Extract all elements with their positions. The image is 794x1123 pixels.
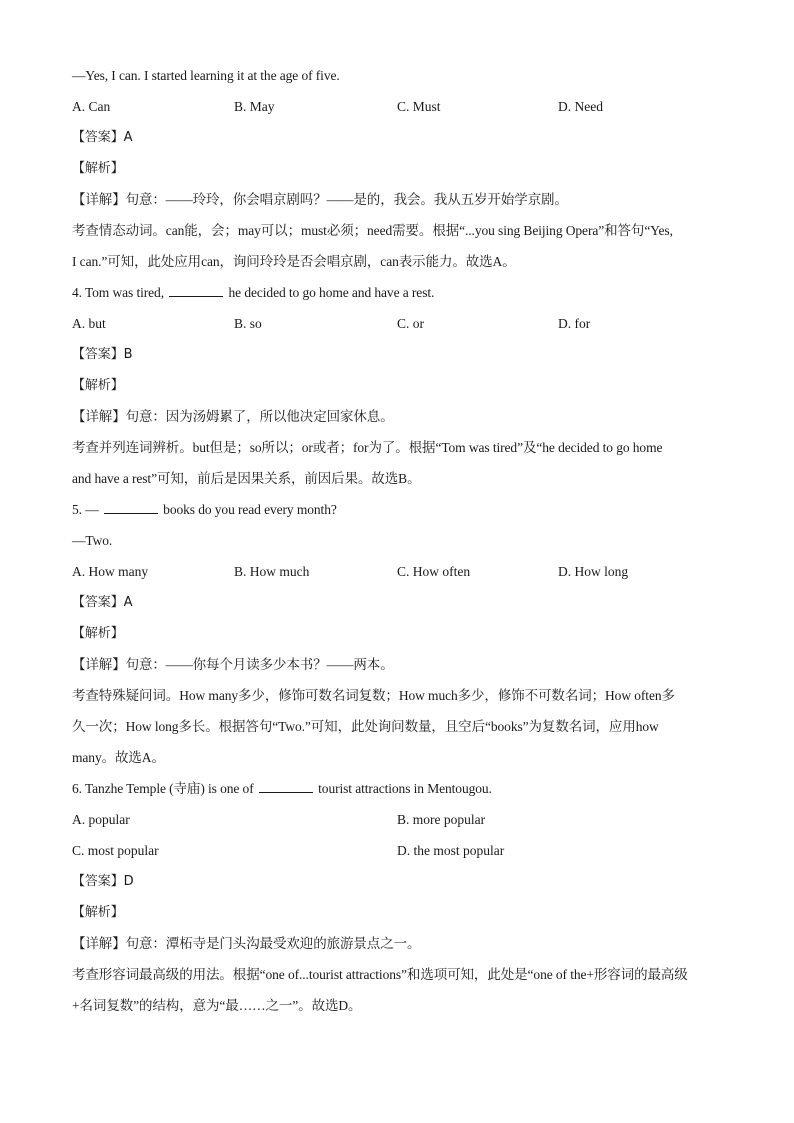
- q6-stem-after: tourist attractions in Mentougou.: [314, 781, 492, 796]
- q4-option-d: D. for: [558, 316, 591, 331]
- q5-stem-before: 5. —: [72, 502, 102, 517]
- q4-option-b: B. so: [234, 316, 262, 331]
- q3-answer-line: —Yes, I can. I started learning it at the age of five.: [72, 68, 340, 83]
- q4-options: [72, 312, 722, 343]
- document-page: [72, 64, 722, 1025]
- q4-answer: 【答案】B: [72, 347, 133, 362]
- q5-options: [72, 560, 722, 591]
- q6-option-d: D. the most popular: [397, 843, 505, 858]
- q5-option-b: B. How much: [234, 564, 310, 579]
- q6-option-c: C. most popular: [72, 843, 159, 858]
- q4-option-a: A. but: [72, 316, 106, 331]
- q5-option-d: D. How long: [558, 564, 629, 579]
- q6-answer: 【答案】D: [72, 874, 134, 889]
- q5-explain-2: 久一次；How long多长。根据答句“Two.”可知，此处询问数量，且空后“books”为复数名词，应用how: [72, 719, 659, 734]
- q6-options-row-2: [72, 839, 722, 870]
- q5-option-a: A. How many: [72, 564, 149, 579]
- q3-analysis-label: 【解析】: [72, 161, 124, 176]
- q3-options: [72, 95, 722, 126]
- q4-stem: [72, 281, 722, 312]
- q3-option-d: D. Need: [558, 99, 603, 114]
- q6-explain-2: +名词复数”的结构，意为“最……之一”。故选D。: [72, 998, 362, 1013]
- q6-stem: [72, 777, 722, 808]
- q3-explain-1: 考查情态动词。can能，会；may可以；must必须；need需要。根据“...you sing Beijing Opera”和答句“Yes,: [72, 223, 673, 238]
- q3-answer: 【答案】A: [72, 130, 133, 145]
- q6-explain-1: 考查形容词最高级的用法。根据“one of...tourist attractions”和选项可知，此处是“one of the+形容词的最高级: [72, 967, 688, 982]
- q3-option-a: A. Can: [72, 99, 111, 114]
- q5-stem: [72, 498, 722, 529]
- q4-blank: [169, 282, 223, 297]
- q6-detail: 【详解】句意：潭柘寺是门头沟最受欢迎的旅游景点之一。: [72, 936, 421, 951]
- q4-option-c: C. or: [397, 316, 424, 331]
- q6-stem-before: 6. Tanzhe Temple (寺庙) is one of: [72, 781, 257, 796]
- q5-analysis-label: 【解析】: [72, 626, 124, 641]
- q5-detail: 【详解】句意：——你每个月读多少本书？——两本。: [72, 657, 394, 672]
- q5-explain-3: many。故选A。: [72, 750, 165, 765]
- q5-reply: —Two.: [72, 533, 113, 548]
- q4-explain-2: and have a rest”可知，前后是因果关系，前因后果。故选B。: [72, 471, 421, 486]
- q6-blank: [259, 778, 313, 793]
- q4-stem-after: he decided to go home and have a rest.: [225, 285, 435, 300]
- q6-option-a: A. popular: [72, 812, 130, 827]
- q3-explain-2: I can.”可知，此处应用can，询问玲玲是否会唱京剧，can表示能力。故选A。: [72, 254, 516, 269]
- q3-option-c: C. Must: [397, 99, 441, 114]
- q6-option-b: B. more popular: [397, 812, 486, 827]
- q5-explain-1: 考查特殊疑问词。How many多少，修饰可数名词复数；How much多少，修饰不可数名词；How often多: [72, 688, 675, 703]
- q4-explain-1: 考查并列连词辨析。but但是；so所以；or或者；for为了。根据“Tom was tired”及“he decided to go home: [72, 440, 663, 455]
- q5-option-c: C. How often: [397, 564, 471, 579]
- q5-answer: 【答案】A: [72, 595, 133, 610]
- q6-analysis-label: 【解析】: [72, 905, 124, 920]
- q5-blank: [104, 499, 158, 514]
- q6-options-row-1: [72, 808, 722, 839]
- q4-detail: 【详解】句意：因为汤姆累了，所以他决定回家休息。: [72, 409, 394, 424]
- q4-stem-before: 4. Tom was tired,: [72, 285, 168, 300]
- q3-option-b: B. May: [234, 99, 275, 114]
- q4-analysis-label: 【解析】: [72, 378, 124, 393]
- q3-detail: 【详解】句意：——玲玲，你会唱京剧吗？——是的，我会。我从五岁开始学京剧。: [72, 192, 568, 207]
- q5-stem-after: books do you read every month?: [159, 502, 337, 517]
